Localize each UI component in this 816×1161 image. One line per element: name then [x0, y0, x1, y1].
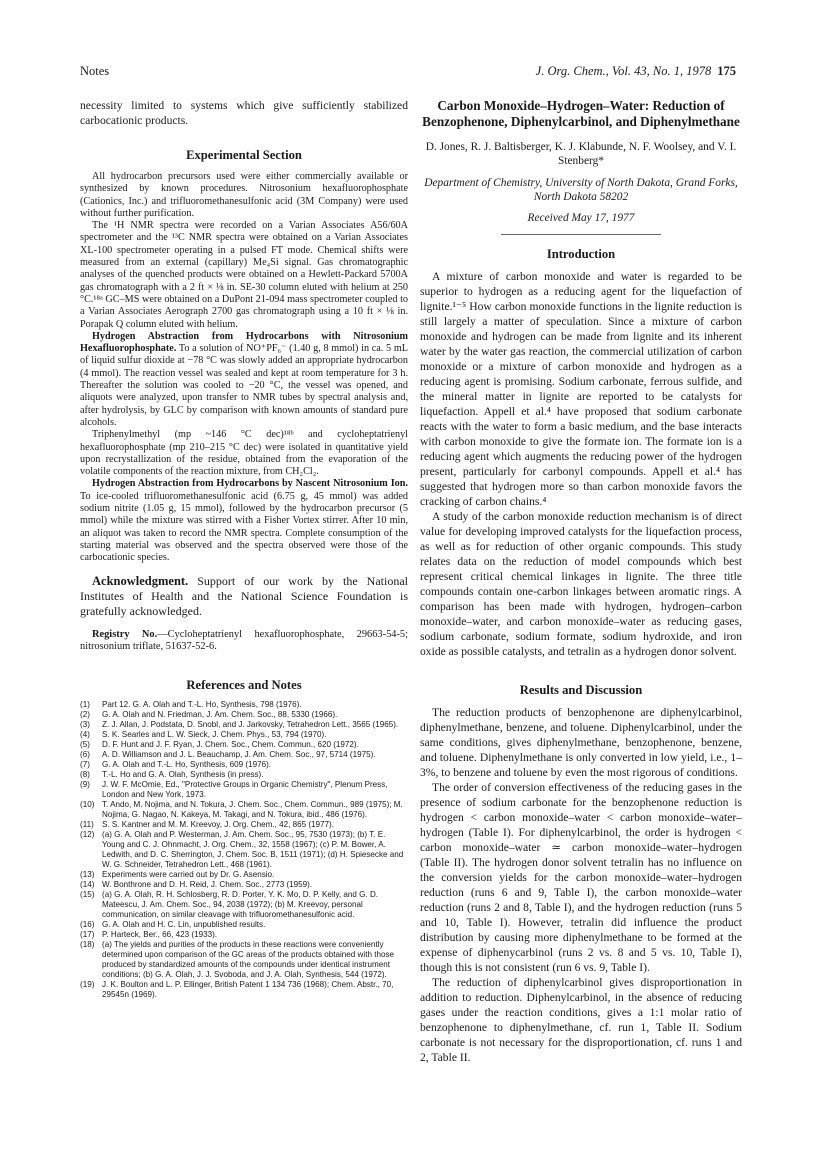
reference-number: (10): [80, 799, 95, 809]
reference-number: (17): [80, 929, 95, 939]
reference-item: [80, 880, 408, 890]
reference-text: G. A. Olah and H. C. Lin, unpublished results.: [102, 919, 266, 929]
experimental-paragraph-5: [80, 478, 408, 564]
nitrosonium-hexafluorophosphate-text: To a solution of NO⁺PF₆⁻ (1.40 g, 8 mmol) in ca. 5 mL of liquid sulfur dioxide at −78 °C was slowly added an appropriate hydrocarbon (4 mmol). The reaction vessel was sealed and kept at room temperature for 3 h. Thereafter the solution was cooled to −20 °C, the vessel was opened, and aliquots were analyzed, upon transfer to NMR tubes by spectral analysis and, after hydrolysis, by GLC by comparison with known amounts of standard pure alcohols.: [80, 343, 408, 428]
reference-number: (1): [80, 699, 90, 709]
reference-item: [80, 770, 408, 780]
registry-numbers: [80, 629, 408, 654]
reference-number: (3): [80, 719, 90, 729]
reference-text: W. Bonthrone and D. H. Reid, J. Chem. Soc., 2773 (1959).: [102, 879, 313, 889]
journal-citation: J. Org. Chem., Vol. 43, No. 1, 1978: [535, 64, 712, 78]
reference-number: (11): [80, 819, 94, 829]
reference-item: [80, 730, 408, 740]
reference-number: (2): [80, 709, 90, 719]
reference-item: [80, 800, 408, 820]
results-paragraph-3: The reduction of diphenylcarbinol gives disproportionation in addition to reduction. Diphenylcarbinol, in the absence of reducing gases under the reaction conditions, gives a 1:1 molar ratio of benzophenone to diphenylmethane, cf. run 1, Table II. Sodium carbonate is not necessary for the disproportionation, cf. runs 1 and 2, Table II.: [420, 976, 742, 1064]
reference-number: (13): [80, 869, 95, 879]
nascent-nitrosonium-text: To ice-cooled trifluoromethanesulfonic acid (6.75 g, 45 mmol) was added sodium nitrite (1.05 g, 15 mmol), followed by the hydrocarbon precursor (5 mmol) while the mixture was stirred with a Fisher Vortex stirrer. After 10 min, an aliquot was taken to record the NMR spectra. Complete consumption of the starting material was observed and the spectra observed were those of the carbocationic species.: [80, 490, 408, 564]
introduction-heading: Introduction: [546, 247, 616, 261]
reference-text: A. D. Williamson and J. L. Beauchamp, J. Am. Chem. Soc., 97, 5714 (1975).: [102, 749, 376, 759]
introduction-paragraph-2: A study of the carbon monoxide reduction mechanism is of direct value for developing improved catalysts for the liquefaction process, as well as for reduction of other organic compounds. This study relates data on the reduction of model compounds which best represent critical chemical linkages in lignite. The three title compounds contain one-carbon linkages between aromatic rings. A comparison has been made with hydrogen, hydrogen–carbon monoxide–water, and carbon monoxide–water as reducing gases, sodium carbonate, sodium formate, sodium hydroxide, and iron oxide as possible catalysts, and tetralin as a hydrogen donor solvent.: [420, 510, 742, 658]
reference-item: [80, 710, 408, 720]
references-list: [80, 700, 408, 1000]
reference-text: D. F. Hunt and J. F. Ryan, J. Chem. Soc., Chem. Commun., 620 (1972).: [102, 739, 359, 749]
reference-number: (15): [80, 889, 95, 899]
reference-item: [80, 930, 408, 940]
reference-number: (19): [80, 979, 95, 989]
running-header-journal: [536, 64, 736, 79]
registry-text: —Cycloheptatrienyl hexafluorophosphate, 29663-54-5; nitrosonium triflate, 51637-52-6.: [80, 628, 409, 653]
reference-item: [80, 830, 408, 870]
reference-number: (8): [80, 769, 90, 779]
reference-item: [80, 760, 408, 770]
reference-item: [80, 920, 408, 930]
nascent-nitrosonium-run-head: Hydrogen Abstraction from Hydrocarbons by Nascent Nitrosonium Ion.: [92, 478, 408, 490]
reference-text: T. Ando, M. Nojima, and N. Tokura, J. Chem. Soc., Chem. Commun., 989 (1975); M. Nojima, G. Nagao, N. Kakeya, M. Takagi, and N. Tokura, ibid., 486 (1976).: [102, 799, 403, 819]
experimental-paragraph-1: All hydrocarbon precursors used were either commercially available or synthesized by known procedures. Nitrosonium hexafluorophosphate (Cationics, Inc.) and trifluoromethanesulfonic acid (3M Company) were used without further purification.: [80, 171, 408, 219]
reference-text: G. A. Olah and T.-L. Ho, Synthesis, 609 (1976).: [102, 759, 272, 769]
reference-number: (18): [80, 939, 95, 949]
reference-text: J. K. Boulton and L. P. Ellinger, British Patent 1 134 736 (1968); Chem. Abstr., 70, 29545n (1969).: [102, 979, 394, 999]
experimental-paragraph-3: [80, 331, 408, 429]
reference-text: (a) G. A. Olah and P. Westerman, J. Am. Chem. Soc., 95, 7530 (1973); (b) T. E. Young and C. J. Ohnmacht, J. Org. Chem., 32, 1558 (1967); (c) P. M. Bower, A. Ledwith, and D. C. Sherrington, J. Chem. Soc. B, 1511 (1971); (d) H. Spiesecke and W. G. Schneider, Tetrahedron Lett., 468 (1961).: [102, 829, 404, 869]
reference-text: (a) G. A. Olah, R. H. Schlosberg, R. D. Porter, Y. K. Mo, D. P. Kelly, and G. D. Mateescu, J. Am. Chem. Soc., 94, 2038 (1972); (b) M. Kreevoy, personal communication, on similar cleavage with trifluoromethanesulfonic acid.: [102, 889, 379, 919]
reference-text: Experiments were carried out by Dr. G. Asensio.: [102, 869, 275, 879]
article-authors: D. Jones, R. J. Baltisberger, K. J. Klabunde, N. F. Woolsey, and V. I. Stenberg*: [425, 141, 737, 167]
reference-number: (7): [80, 759, 90, 769]
reference-number: (4): [80, 729, 90, 739]
acknowledgment-paragraph: [80, 574, 408, 619]
right-column: [420, 98, 742, 1065]
acknowledgment-run-head: Acknowledgment.: [92, 573, 189, 588]
page-number: 175: [717, 64, 736, 78]
received-date: Received May 17, 1977: [501, 212, 661, 235]
reference-text: (a) The yields and purities of the products in these reactions were conveniently determined upon comparison of the GC areas of the products obtained with those produced by standardized amounts of the compounds under identical instrument conditions; (b) G. A. Olah, J. J. Svoboda, and J. A. Olah, Synthesis, 544 (1972).: [102, 939, 394, 979]
reference-text: Part 12. G. A. Olah and T.-L. Ho, Synthesis, 798 (1976).: [102, 699, 302, 709]
experimental-heading: Experimental Section: [186, 148, 302, 162]
reference-text: Z. J. Allan, J. Podstata, D. Snobl, and J. Jarkovsky, Tetrahedron Lett., 3565 (1965).: [102, 719, 399, 729]
reference-item: [80, 720, 408, 730]
results-heading: Results and Discussion: [519, 683, 643, 697]
reference-number: (16): [80, 919, 95, 929]
reference-item: [80, 700, 408, 710]
introduction-paragraph-1: A mixture of carbon monoxide and water is regarded to be superior to hydrogen as a reducing agent for the liquefaction of lignite.¹⁻⁵ How carbon monoxide functions in the lignite reduction is still largely a matter of speculation. Since a mixture of carbon monoxide and hydrogen can be made from lignite and its inherent water by the water gas reaction, the commercial utilization of carbon monoxide or a mixture of carbon monoxide and hydrogen as a reducing agent is promising. Sodium carbonate, ferrous sulfide, and the mineral matter in lignite are reported to be catalysts for liquefaction. Appell et al.⁴ have proposed that sodium carbonate reacts with the water to form a basic medium, and the base interacts with carbon monoxide to give the formate ion. The formate ion is a reducing agent which augments the reducing power of the hydrogen present, particularly for carbonyl compounds. Appell et al.⁴ has suggested that hydrogen more so than carbon monoxide favors the cracking of carbon chains.⁴: [420, 270, 742, 508]
carryover-paragraph: necessity limited to systems which give sufficiently stabilized carbocationic products.: [80, 99, 408, 127]
reference-text: T.-L. Ho and G. A. Olah, Synthesis (in press).: [102, 769, 264, 779]
reference-text: S. K. Searles and L. W. Sieck, J. Chem. Phys., 53, 794 (1970).: [102, 729, 327, 739]
reference-number: (6): [80, 749, 90, 759]
reference-item: [80, 820, 408, 830]
reference-item: [80, 890, 408, 920]
results-paragraph-1: The reduction products of benzophenone are diphenylcarbinol, diphenylmethane, benzene, and toluene. Diphenylcarbinol, under the same conditions, gives diphenylmethane, benzophenone, benzene, and toluene. Diphenylmethane is only converted in low yield, i.e., 1–3%, to benzene and toluene by even the most rigorous of conditions.: [420, 706, 742, 779]
article-title: Carbon Monoxide–Hydrogen–Water: Reduction of Benzophenone, Diphenylcarbinol, and Diphenylmethane: [422, 98, 740, 129]
reference-item: [80, 980, 408, 1000]
reference-item: [80, 940, 408, 980]
experimental-paragraph-4: Triphenylmethyl (mp ~146 °C dec)¹⁸ᵇ and cycloheptatrienyl hexafluorophosphate (mp 210–215 °C dec) were isolated in quantitative yield upon recrystallization of the residue, obtained from the evaporation of the volatile components of the reaction mixture, from CH₂Cl₂.: [80, 429, 408, 478]
reference-text: G. A. Olah and N. Friedman, J. Am. Chem. Soc., 88, 5330 (1966).: [102, 709, 338, 719]
reference-number: (9): [80, 779, 90, 789]
results-paragraph-2: The order of conversion effectiveness of the reducing gases in the presence of sodium carbonate for the benzophenone reduction is hydrogen < carbon monoxide–water < carbon monoxide–water–hydrogen (Table I). For diphenylcarbinol, the order is hydrogen < carbon monoxide–water ≃ carbon monoxide–water–hydrogen (Table II). The hydrogen donor solvent tetralin has no influence on the conversion yields for the carbon monoxide–water–hydrogen reduction (runs 6 and 9, Table I), the carbon monoxide–water reduction (runs 2 and 8, Table I), and the hydrogen reduction (runs 5 and 10, Table I). However, tetralin did influence the product distribution by causing more diphenylmethane to be formed at the expense of diphenycarbinol (runs 2 vs. 8 and 5 vs. 10, Table I), though this is not consistent (run 6 vs. 9, Table I).: [420, 781, 742, 974]
acknowledgment-text: Support of our work by the National Institutes of Health and the National Science Foundation is gratefully acknowledged.: [80, 573, 409, 618]
reference-item: [80, 740, 408, 750]
author-affiliation: Department of Chemistry, University of North Dakota, Grand Forks, North Dakota 58202: [424, 177, 738, 203]
nitrosonium-hexafluorophosphate-run-head: Hydrogen Abstraction from Hydrocarbons with Nitrosonium Hexafluorophosphate.: [80, 330, 408, 355]
reference-text: P. Harteck, Ber., 66, 423 (1933).: [102, 929, 218, 939]
reference-text: S. S. Kantner and M. M. Kreevoy, J. Org. Chem., 42, 865 (1977).: [102, 819, 334, 829]
reference-number: (5): [80, 739, 90, 749]
reference-item: [80, 870, 408, 880]
reference-item: [80, 780, 408, 800]
references-heading: References and Notes: [186, 677, 302, 692]
reference-text: J. W. F. McOmie, Ed., "Protective Groups in Organic Chemistry", Plenum Press, London and New York, 1973.: [102, 779, 388, 799]
registry-run-head: Registry No.: [92, 628, 158, 640]
running-header-section: Notes: [80, 64, 110, 78]
experimental-paragraph-2: The ¹H NMR spectra were recorded on a Varian Associates A56/60A spectrometer and the ¹³C NMR spectra were obtained on a Varian Associates XL-100 spectrometer operating in a pulsed FT mode. Chemical shifts were measured from an external (capillary) Me₄Si signal. Gas chromatographic analyses of the quenched products were obtained on a Hewlett-Packard 5700A gas chromatograph with a 2 ft × ⅛ in. SE-30 column eluted with helium at 250 °C.¹⁸ᵃ GC–MS were obtained on a DuPont 21-094 mass spectrometer coupled to a Varian Associates Aerograph 2700 gas chromatograph using a 10 ft × ⅛ in. Porapak Q column eluted with helium.: [80, 220, 408, 330]
reference-number: (12): [80, 829, 95, 839]
reference-number: (14): [80, 879, 95, 889]
left-column: [80, 98, 408, 1000]
reference-item: [80, 750, 408, 760]
